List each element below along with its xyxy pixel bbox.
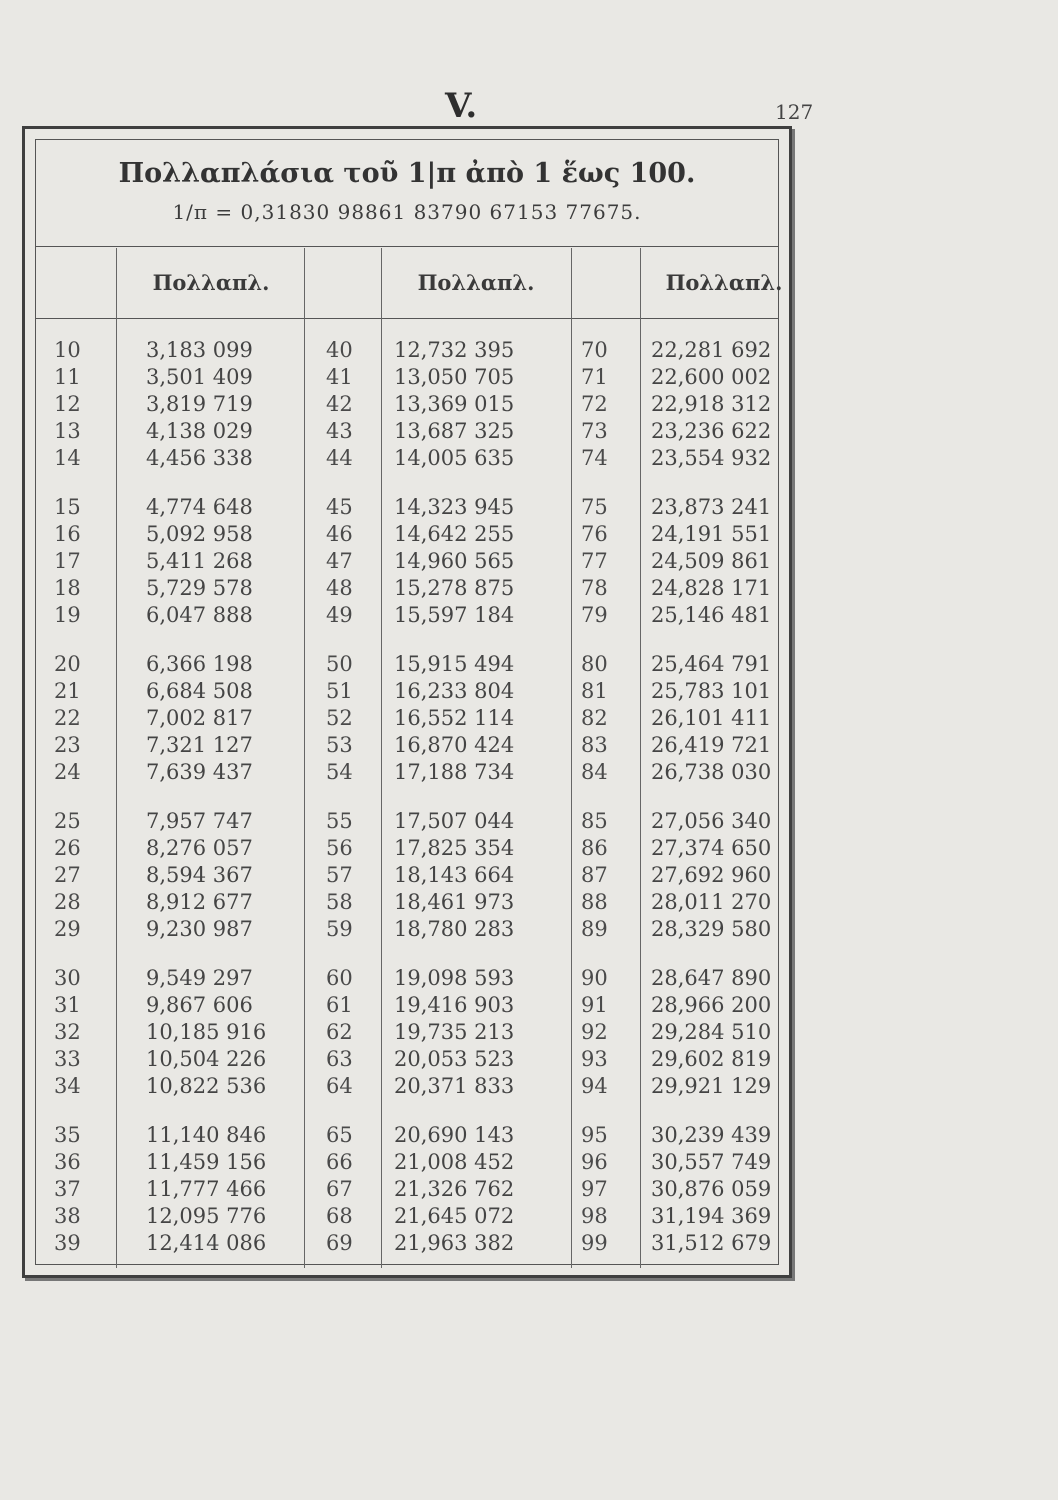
multiple-value: 24,191 551 xyxy=(651,522,772,546)
row-number: 50 xyxy=(326,652,353,676)
multiple-value: 21,008 452 xyxy=(394,1150,515,1174)
row-number: 32 xyxy=(54,1020,81,1044)
multiple-value: 22,600 002 xyxy=(651,365,772,389)
multiple-value: 6,366 198 xyxy=(146,652,253,676)
table-subtitle: 1/π = 0,31830 98861 83790 67153 77675. xyxy=(172,200,642,224)
multiple-value: 28,966 200 xyxy=(651,993,772,1017)
row-number: 64 xyxy=(326,1074,353,1098)
multiple-value: 17,507 044 xyxy=(394,809,515,833)
multiple-value: 9,549 297 xyxy=(146,966,253,990)
row-number: 73 xyxy=(581,419,608,443)
row-number: 66 xyxy=(326,1150,353,1174)
multiple-value: 7,321 127 xyxy=(146,733,253,757)
column-divider xyxy=(381,248,382,1268)
row-number: 37 xyxy=(54,1177,81,1201)
row-number: 20 xyxy=(54,652,81,676)
row-number: 69 xyxy=(326,1231,353,1255)
row-number: 90 xyxy=(581,966,608,990)
multiple-value: 18,143 664 xyxy=(394,863,515,887)
column-divider xyxy=(571,248,572,1268)
multiple-value: 12,732 395 xyxy=(394,338,515,362)
row-number: 26 xyxy=(54,836,81,860)
multiple-value: 25,146 481 xyxy=(651,603,772,627)
multiple-value: 20,690 143 xyxy=(394,1123,515,1147)
row-number: 39 xyxy=(54,1231,81,1255)
multiple-value: 3,183 099 xyxy=(146,338,253,362)
row-number: 86 xyxy=(581,836,608,860)
row-number: 33 xyxy=(54,1047,81,1071)
row-number: 99 xyxy=(581,1231,608,1255)
multiple-value: 12,414 086 xyxy=(146,1231,267,1255)
row-number: 52 xyxy=(326,706,353,730)
row-number: 95 xyxy=(581,1123,608,1147)
row-number: 55 xyxy=(326,809,353,833)
row-number: 13 xyxy=(54,419,81,443)
multiple-value: 31,512 679 xyxy=(651,1231,772,1255)
row-number: 72 xyxy=(581,392,608,416)
multiple-value: 22,281 692 xyxy=(651,338,772,362)
multiple-value: 23,873 241 xyxy=(651,495,772,519)
multiple-value: 19,735 213 xyxy=(394,1020,515,1044)
row-number: 76 xyxy=(581,522,608,546)
row-number: 71 xyxy=(581,365,608,389)
multiple-value: 13,369 015 xyxy=(394,392,515,416)
row-number: 84 xyxy=(581,760,608,784)
row-number: 38 xyxy=(54,1204,81,1228)
row-number: 96 xyxy=(581,1150,608,1174)
multiple-value: 25,783 101 xyxy=(651,679,772,703)
row-number: 67 xyxy=(326,1177,353,1201)
row-number: 29 xyxy=(54,917,81,941)
multiple-value: 19,098 593 xyxy=(394,966,515,990)
row-number: 58 xyxy=(326,890,353,914)
row-number: 51 xyxy=(326,679,353,703)
column-head-2: Πολλαπλ. xyxy=(417,270,535,295)
row-number: 12 xyxy=(54,392,81,416)
row-number: 62 xyxy=(326,1020,353,1044)
multiple-value: 30,239 439 xyxy=(651,1123,772,1147)
multiple-value: 28,329 580 xyxy=(651,917,772,941)
multiple-value: 15,597 184 xyxy=(394,603,515,627)
row-number: 93 xyxy=(581,1047,608,1071)
multiple-value: 4,456 338 xyxy=(146,446,253,470)
column-head-1: Πολλαπλ. xyxy=(152,270,270,295)
row-number: 97 xyxy=(581,1177,608,1201)
row-number: 94 xyxy=(581,1074,608,1098)
row-number: 59 xyxy=(326,917,353,941)
multiple-value: 10,185 916 xyxy=(146,1020,267,1044)
row-number: 85 xyxy=(581,809,608,833)
multiple-value: 19,416 903 xyxy=(394,993,515,1017)
row-number: 80 xyxy=(581,652,608,676)
multiple-value: 21,326 762 xyxy=(394,1177,515,1201)
multiple-value: 12,095 776 xyxy=(146,1204,267,1228)
multiple-value: 27,056 340 xyxy=(651,809,772,833)
multiple-value: 24,828 171 xyxy=(651,576,772,600)
multiple-value: 21,645 072 xyxy=(394,1204,515,1228)
multiple-value: 10,822 536 xyxy=(146,1074,267,1098)
multiple-value: 16,870 424 xyxy=(394,733,515,757)
multiple-value: 6,047 888 xyxy=(146,603,253,627)
row-number: 42 xyxy=(326,392,353,416)
multiple-value: 6,684 508 xyxy=(146,679,253,703)
row-number: 63 xyxy=(326,1047,353,1071)
row-number: 61 xyxy=(326,993,353,1017)
multiple-value: 26,738 030 xyxy=(651,760,772,784)
row-number: 92 xyxy=(581,1020,608,1044)
column-head-3: Πολλαπλ. xyxy=(665,270,783,295)
row-number: 60 xyxy=(326,966,353,990)
multiple-value: 13,687 325 xyxy=(394,419,515,443)
row-number: 45 xyxy=(326,495,353,519)
table-title: Πολλαπλάσια τοῦ 1|π ἀπὸ 1 ἕως 100. xyxy=(118,158,696,189)
table-body xyxy=(36,140,778,1264)
row-number: 34 xyxy=(54,1074,81,1098)
multiple-value: 31,194 369 xyxy=(651,1204,772,1228)
row-number: 49 xyxy=(326,603,353,627)
row-number: 65 xyxy=(326,1123,353,1147)
multiple-value: 7,639 437 xyxy=(146,760,253,784)
multiple-value: 20,053 523 xyxy=(394,1047,515,1071)
row-number: 77 xyxy=(581,549,608,573)
multiple-value: 14,960 565 xyxy=(394,549,515,573)
row-number: 83 xyxy=(581,733,608,757)
row-number: 14 xyxy=(54,446,81,470)
multiple-value: 7,002 817 xyxy=(146,706,253,730)
row-number: 17 xyxy=(54,549,81,573)
row-number: 35 xyxy=(54,1123,81,1147)
table-inner-frame xyxy=(35,139,783,1265)
row-number: 57 xyxy=(326,863,353,887)
row-number: 91 xyxy=(581,993,608,1017)
row-number: 89 xyxy=(581,917,608,941)
row-number: 44 xyxy=(326,446,353,470)
multiple-value: 30,876 059 xyxy=(651,1177,772,1201)
multiple-value: 23,236 622 xyxy=(651,419,772,443)
page-header xyxy=(0,86,1058,126)
row-number: 87 xyxy=(581,863,608,887)
row-number: 48 xyxy=(326,576,353,600)
row-number: 70 xyxy=(581,338,608,362)
multiple-value: 3,501 409 xyxy=(146,365,253,389)
multiple-value: 4,774 648 xyxy=(146,495,253,519)
multiple-value: 11,140 846 xyxy=(146,1123,267,1147)
multiple-value: 17,825 354 xyxy=(394,836,515,860)
multiple-value: 11,459 156 xyxy=(146,1150,267,1174)
row-number: 79 xyxy=(581,603,608,627)
multiple-value: 18,461 973 xyxy=(394,890,515,914)
multiple-value: 27,374 650 xyxy=(651,836,772,860)
row-number: 36 xyxy=(54,1150,81,1174)
row-number: 98 xyxy=(581,1204,608,1228)
multiple-value: 16,552 114 xyxy=(394,706,515,730)
multiple-value: 5,729 578 xyxy=(146,576,253,600)
multiple-value: 3,819 719 xyxy=(146,392,253,416)
multiple-value: 7,957 747 xyxy=(146,809,253,833)
row-number: 81 xyxy=(581,679,608,703)
row-number: 41 xyxy=(326,365,353,389)
multiple-value: 8,912 677 xyxy=(146,890,253,914)
multiple-value: 28,011 270 xyxy=(651,890,772,914)
multiple-value: 29,921 129 xyxy=(651,1074,772,1098)
row-number: 53 xyxy=(326,733,353,757)
row-number: 46 xyxy=(326,522,353,546)
row-number: 56 xyxy=(326,836,353,860)
multiple-value: 30,557 749 xyxy=(651,1150,772,1174)
multiple-value: 24,509 861 xyxy=(651,549,772,573)
row-number: 25 xyxy=(54,809,81,833)
row-number: 43 xyxy=(326,419,353,443)
multiple-value: 26,419 721 xyxy=(651,733,772,757)
row-number: 19 xyxy=(54,603,81,627)
multiple-value: 23,554 932 xyxy=(651,446,772,470)
row-number: 28 xyxy=(54,890,81,914)
row-number: 31 xyxy=(54,993,81,1017)
multiple-value: 13,050 705 xyxy=(394,365,515,389)
row-number: 54 xyxy=(326,760,353,784)
multiple-value: 10,504 226 xyxy=(146,1047,267,1071)
row-number: 24 xyxy=(54,760,81,784)
multiple-value: 11,777 466 xyxy=(146,1177,267,1201)
multiple-value: 20,371 833 xyxy=(394,1074,515,1098)
multiple-value: 26,101 411 xyxy=(651,706,772,730)
multiple-value: 22,918 312 xyxy=(651,392,772,416)
multiple-value: 5,411 268 xyxy=(146,549,253,573)
row-number: 82 xyxy=(581,706,608,730)
multiple-value: 14,642 255 xyxy=(394,522,515,546)
multiple-value: 15,278 875 xyxy=(394,576,515,600)
row-number: 78 xyxy=(581,576,608,600)
row-number: 21 xyxy=(54,679,81,703)
column-divider xyxy=(304,248,305,1268)
table-frame xyxy=(22,126,792,1278)
row-number: 22 xyxy=(54,706,81,730)
multiple-value: 9,867 606 xyxy=(146,993,253,1017)
multiple-value: 21,963 382 xyxy=(394,1231,515,1255)
column-divider xyxy=(640,248,641,1268)
multiple-value: 4,138 029 xyxy=(146,419,253,443)
column-divider xyxy=(116,248,117,1268)
row-number: 15 xyxy=(54,495,81,519)
row-number: 75 xyxy=(581,495,608,519)
multiple-value: 29,602 819 xyxy=(651,1047,772,1071)
row-number: 40 xyxy=(326,338,353,362)
multiple-value: 14,323 945 xyxy=(394,495,515,519)
row-number: 18 xyxy=(54,576,81,600)
multiple-value: 16,233 804 xyxy=(394,679,515,703)
row-number: 68 xyxy=(326,1204,353,1228)
multiple-value: 8,594 367 xyxy=(146,863,253,887)
multiple-value: 28,647 890 xyxy=(651,966,772,990)
row-number: 23 xyxy=(54,733,81,757)
row-number: 74 xyxy=(581,446,608,470)
row-number: 10 xyxy=(54,338,81,362)
section-label: V. xyxy=(445,86,478,126)
row-number: 47 xyxy=(326,549,353,573)
multiple-value: 8,276 057 xyxy=(146,836,253,860)
multiple-value: 17,188 734 xyxy=(394,760,515,784)
multiple-value: 29,284 510 xyxy=(651,1020,772,1044)
row-number: 88 xyxy=(581,890,608,914)
row-number: 27 xyxy=(54,863,81,887)
multiple-value: 9,230 987 xyxy=(146,917,253,941)
multiple-value: 25,464 791 xyxy=(651,652,772,676)
page-number: 127 xyxy=(775,100,814,124)
multiple-value: 5,092 958 xyxy=(146,522,253,546)
row-number: 30 xyxy=(54,966,81,990)
multiple-value: 27,692 960 xyxy=(651,863,772,887)
row-number: 11 xyxy=(54,365,81,389)
row-number: 16 xyxy=(54,522,81,546)
multiple-value: 18,780 283 xyxy=(394,917,515,941)
multiple-value: 14,005 635 xyxy=(394,446,515,470)
multiple-value: 15,915 494 xyxy=(394,652,515,676)
